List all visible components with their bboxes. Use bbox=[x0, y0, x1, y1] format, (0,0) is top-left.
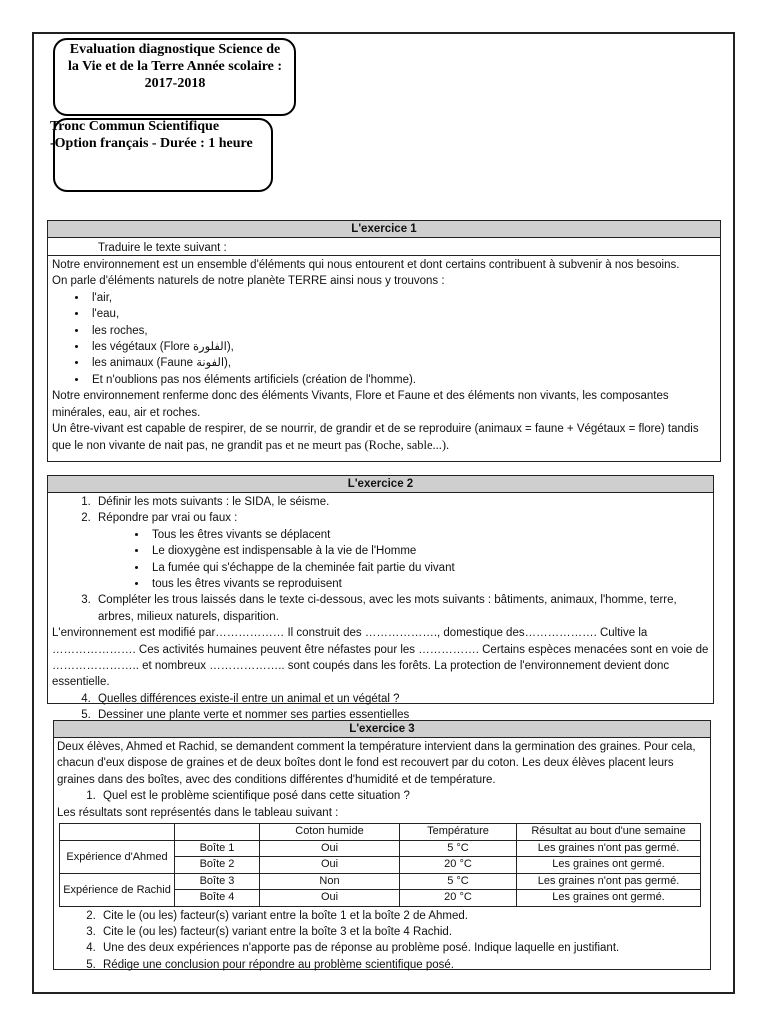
table-header: Coton humide bbox=[260, 824, 400, 841]
exercise-1-instruction-row bbox=[48, 238, 720, 256]
list-item: • les animaux (Faune الفونة), bbox=[88, 355, 716, 371]
exercise-3-intro: Deux élèves, Ahmed et Rachid, se demandent comment la température intervient dans la germination des graines. Pour cela, chacun d'eux dispose de graines et de deux boîtes dont le fond est recouvert par du coton. Les deux élèves placent leurs graines dans des boîtes, avec des conditions différentes d'humidité et de température. bbox=[57, 741, 696, 786]
question-1: 1. Définir les mots suivants : le SIDA, le séisme. bbox=[94, 494, 709, 510]
table-header-row bbox=[60, 824, 701, 841]
question-1: 1. Quel est le problème scientifique posé dans cette situation ? bbox=[99, 788, 707, 804]
question-4: 4. Quelles différences existe-il entre un animal et un végétal ? bbox=[94, 691, 709, 707]
question-2: 2. Répondre par vrai ou faux : bbox=[94, 510, 709, 526]
list-item: • l'eau, bbox=[88, 306, 716, 322]
exercise-3-body bbox=[54, 738, 710, 974]
fill-in-text: L'environnement est modifié par……………… Il construit des ………………., domestique des………………. Cultive la …………………. Ces activités humaines peuvent être néfastes pour les ……………. Certains espèces menacées sont en voie de ………………….. et nombreux ……………….. sont coupés dans les forêts. La protection de l'environnement devient donc essentielle. bbox=[52, 627, 709, 689]
title-line-1: Evaluation diagnostique Science de bbox=[69, 42, 281, 57]
title-line-3: 2017-2018 bbox=[144, 76, 206, 91]
experiment-ahmed: Expérience d'Ahmed bbox=[60, 840, 175, 873]
question-5: 5. Rédige une conclusion pour répondre au problème scientifique posé. bbox=[99, 957, 707, 973]
table-row bbox=[60, 873, 701, 890]
question-4: 4. Une des deux expériences n'apporte pas de réponse au problème posé. Indique laquelle en justifiant. bbox=[99, 940, 707, 956]
table-header: Température bbox=[400, 824, 517, 841]
table-cell: Boîte 3 bbox=[175, 873, 260, 890]
table-cell: Boîte 2 bbox=[175, 857, 260, 874]
table-cell bbox=[175, 824, 260, 841]
question-3: 3. Cite le (ou les) facteur(s) variant entre la boîte 3 et la boîte 4 Rachid. bbox=[99, 924, 707, 940]
table-cell: 20 °C bbox=[400, 857, 517, 874]
table-cell: Non bbox=[260, 873, 400, 890]
class-line-2: -Option français - Durée : 1 heure bbox=[50, 136, 253, 151]
title-line-2: la Vie et de la Terre Année scolaire : bbox=[67, 59, 283, 74]
experiment-rachid: Expérience de Rachid bbox=[60, 873, 175, 906]
list-item: • tous les êtres vivants se reproduisent bbox=[148, 576, 709, 592]
exercise-3-questions bbox=[57, 908, 707, 974]
true-false-list bbox=[52, 527, 709, 593]
exercise-1-paragraph-4-main: Un être-vivant est capable de respirer, de se nourrir, de grandir et de se reproduire (animaux = faune + Végétaux = flore) tandis que le non vivante de nait pas, ne grandit bbox=[52, 423, 699, 453]
exercise-1-paragraph-1: Notre environnement est un ensemble d'éléments qui nous entourent et dont certains contribuent à subvenir à nos besoins. bbox=[52, 259, 680, 271]
table-cell: Boîte 1 bbox=[175, 840, 260, 857]
table-cell: Les graines ont germé. bbox=[517, 890, 701, 907]
title-text bbox=[50, 41, 300, 92]
question-3: 3. Compléter les trous laissés dans le texte ci-dessous, avec les mots suivants : bâtiments, animaux, l'homme, terre, arbres, milieux naturels, disparition. bbox=[94, 592, 709, 625]
exercise-1-paragraph-2: On parle d'éléments naturels de notre planète TERRE ainsi nous y trouvons : bbox=[52, 275, 445, 288]
exercise-1-instruction: Traduire le texte suivant : bbox=[98, 242, 227, 254]
list-item: • les végétaux (Flore الفلورة), bbox=[88, 339, 716, 355]
table-cell: 5 °C bbox=[400, 840, 517, 857]
table-cell: Les graines n'ont pas germé. bbox=[517, 840, 701, 857]
table-cell: Oui bbox=[260, 857, 400, 874]
exercise-3-heading: L'exercice 3 bbox=[54, 721, 710, 738]
list-item: • l'air, bbox=[88, 290, 716, 306]
question-5: 5. Dessiner une plante verte et nommer ses parties essentielles bbox=[94, 707, 709, 723]
exercise-1-body bbox=[48, 256, 720, 456]
list-item: • les roches, bbox=[88, 323, 716, 339]
table-cell: Les graines n'ont pas germé. bbox=[517, 873, 701, 890]
table-cell: Boîte 4 bbox=[175, 890, 260, 907]
table-cell: 20 °C bbox=[400, 890, 517, 907]
exercise-3-question-1 bbox=[57, 788, 707, 804]
exercise-1-heading: L'exercice 1 bbox=[48, 221, 720, 238]
class-text bbox=[50, 118, 290, 152]
exercise-2-body bbox=[48, 493, 713, 725]
exercise-2-heading: L'exercice 2 bbox=[48, 476, 713, 493]
list-item: • La fumée qui s'échappe de la cheminée fait partie du vivant bbox=[148, 560, 709, 576]
exercise-1-paragraph-4-tail: pas et ne meurt pas (Roche, sable...). bbox=[265, 438, 450, 453]
list-item: • Le dioxygène est indispensable à la vie de l'Homme bbox=[148, 543, 709, 559]
exercise-1-list bbox=[52, 290, 716, 388]
table-cell: Oui bbox=[260, 890, 400, 907]
exercise-1 bbox=[47, 220, 721, 462]
table-intro: Les résultats sont représentés dans le tableau suivant : bbox=[57, 806, 339, 819]
results-table bbox=[59, 823, 701, 907]
table-cell bbox=[60, 824, 175, 841]
exercise-3 bbox=[53, 720, 711, 970]
class-line-1: Tronc Commun Scientifique bbox=[50, 119, 220, 134]
exercise-1-paragraph-3: Notre environnement renferme donc des éléments Vivants, Flore et Faune et des éléments non vivants, les composantes minérales, eau, air et roches. bbox=[52, 390, 669, 419]
table-header: Résultat au bout d'une semaine bbox=[517, 824, 701, 841]
table-cell: Oui bbox=[260, 840, 400, 857]
exercise-2-questions-b bbox=[52, 592, 709, 625]
exercise-2-questions-c bbox=[52, 691, 709, 724]
table-row bbox=[60, 840, 701, 857]
exercise-1-paragraph-4 bbox=[52, 421, 716, 455]
table-cell: Les graines ont germé. bbox=[517, 857, 701, 874]
exercise-2 bbox=[47, 475, 714, 722]
list-item: • Et n'oublions pas nos éléments artificiels (création de l'homme). bbox=[88, 372, 716, 388]
table-cell: 5 °C bbox=[400, 873, 517, 890]
list-item: • Tous les êtres vivants se déplacent bbox=[148, 527, 709, 543]
exercise-2-questions-a bbox=[52, 494, 709, 527]
question-2: 2. Cite le (ou les) facteur(s) variant entre la boîte 1 et la boîte 2 de Ahmed. bbox=[99, 908, 707, 924]
